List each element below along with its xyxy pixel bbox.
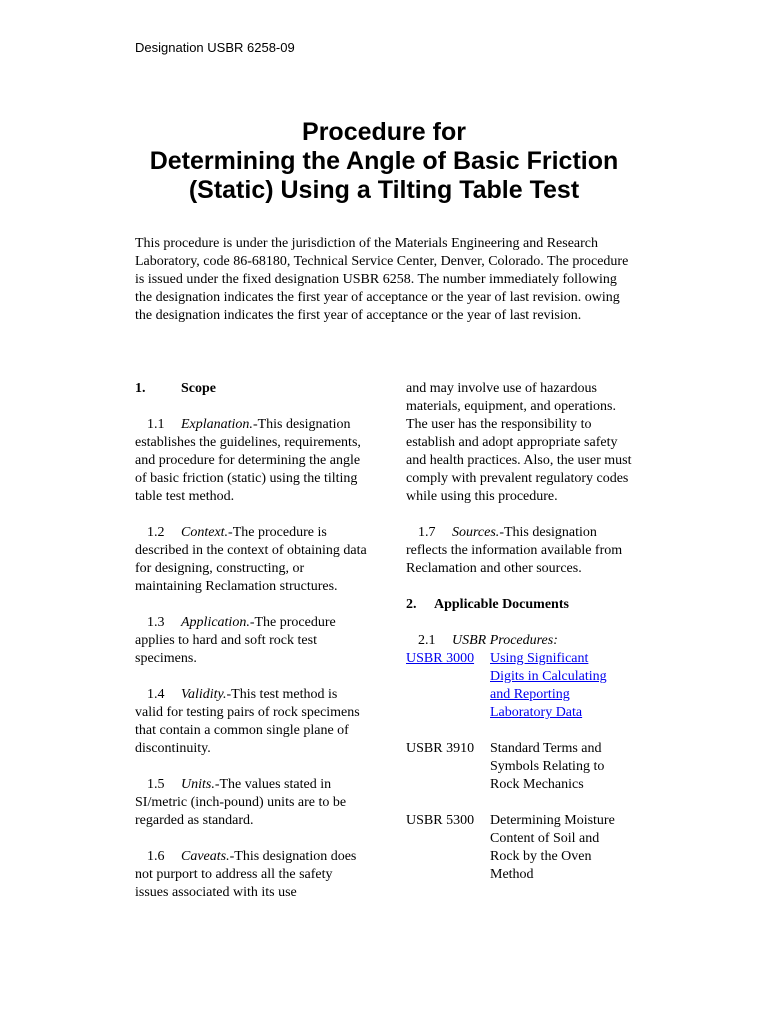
section-1-title: Scope bbox=[181, 381, 216, 396]
doc-code: USBR 3910 bbox=[406, 741, 475, 756]
intro-text: This procedure is under the jurisdiction of the Materials Engineering and Research Laboratory, code 86-68180, Technical Service Center, Denver, Colorado. The procedure is issued under the fixed designation USBR 6258. The number immediately following the designation indicates the first year of acceptance or the year of last revision. owing the designation indicates the first year of acceptance or the year of last revision. bbox=[135, 236, 629, 323]
title-line-2: Determining the Angle of Basic Friction bbox=[149, 147, 619, 175]
paragraph-1-2 bbox=[135, 524, 367, 596]
paragraph-text: -This designation establishes the guidelines, requirements, and procedure for determining the angle of basic friction (static) using the tilting table test method. bbox=[135, 417, 361, 504]
paragraph-term: USBR Procedures: bbox=[452, 633, 558, 648]
paragraph-term: Sources. bbox=[452, 525, 500, 540]
paragraph-text: -The procedure applies to hard and soft rock test specimens. bbox=[135, 615, 336, 666]
title-line-1: Procedure for bbox=[302, 118, 466, 146]
title-line-3: (Static) Using a Tilting Table Test bbox=[188, 176, 580, 204]
paragraph-number: 1.1 bbox=[147, 417, 165, 432]
paragraph-1-3 bbox=[135, 614, 367, 668]
section-1-heading bbox=[135, 380, 367, 398]
paragraph-term: Units. bbox=[181, 777, 215, 792]
paragraph-text: -This designation reflects the information available from Reclamation and other sources. bbox=[406, 525, 623, 576]
intro-paragraph bbox=[135, 235, 635, 325]
paragraph-term: Explanation. bbox=[181, 417, 253, 432]
section-2-title: Applicable Documents bbox=[434, 597, 569, 612]
designation-label: Designation USBR 6258-09 bbox=[135, 40, 295, 55]
paragraph-1-5 bbox=[135, 776, 367, 830]
paragraph-term: Caveats. bbox=[181, 849, 230, 864]
doc-code[interactable]: USBR 3000 bbox=[406, 651, 475, 666]
doc-title: Determining Moisture Content of Soil and Rock by the Oven Method bbox=[490, 813, 615, 882]
doc-usbr-3000-link[interactable] bbox=[406, 650, 638, 722]
paragraph-1-1 bbox=[135, 416, 367, 506]
doc-usbr-3910 bbox=[406, 740, 638, 794]
right-column bbox=[406, 380, 638, 902]
paragraph-term: Application. bbox=[181, 615, 250, 630]
doc-title[interactable]: Using Significant Digits in Calculating and Reporting Laboratory Data bbox=[490, 651, 607, 720]
section-2-heading bbox=[406, 596, 638, 614]
paragraph-number: 1.6 bbox=[147, 849, 165, 864]
paragraph-1-6-continuation: and may involve use of hazardous materials, equipment, and operations. The user has the responsibility to establish and adopt appropriate safety and health practices. Also, the user must comply with prevalent regulatory codes while using this procedure. bbox=[406, 381, 632, 504]
paragraph-term: Validity. bbox=[181, 687, 227, 702]
doc-usbr-5300 bbox=[406, 812, 638, 884]
paragraph-number: 2.1 bbox=[418, 633, 436, 648]
paragraph-text: -The procedure is described in the context of obtaining data for designing, constructing, or maintaining Reclamation structures. bbox=[135, 525, 367, 594]
paragraph-1-4 bbox=[135, 686, 367, 758]
subsection-2-1 bbox=[406, 632, 638, 650]
paragraph-number: 1.7 bbox=[418, 525, 436, 540]
paragraph-number: 1.2 bbox=[147, 525, 165, 540]
document-title bbox=[0, 118, 768, 205]
paragraph-number: 1.5 bbox=[147, 777, 165, 792]
paragraph-text: -This test method is valid for testing pairs of rock specimens that contain a common single plane of discontinuity. bbox=[135, 687, 360, 756]
paragraph-text: -The values stated in SI/metric (inch-pound) units are to be regarded as standard. bbox=[135, 777, 347, 828]
paragraph-1-6 bbox=[135, 848, 367, 902]
left-column bbox=[135, 380, 367, 920]
paragraph-1-7 bbox=[406, 524, 638, 578]
paragraph-number: 1.3 bbox=[147, 615, 165, 630]
paragraph-number: 1.4 bbox=[147, 687, 165, 702]
paragraph-text: -This designation does not purport to address all the safety issues associated with its use bbox=[135, 849, 357, 900]
section-2-number: 2. bbox=[406, 597, 417, 612]
section-1-number: 1. bbox=[135, 381, 146, 396]
doc-code: USBR 5300 bbox=[406, 813, 475, 828]
paragraph-term: Context. bbox=[181, 525, 229, 540]
doc-title: Standard Terms and Symbols Relating to Rock Mechanics bbox=[490, 741, 605, 792]
